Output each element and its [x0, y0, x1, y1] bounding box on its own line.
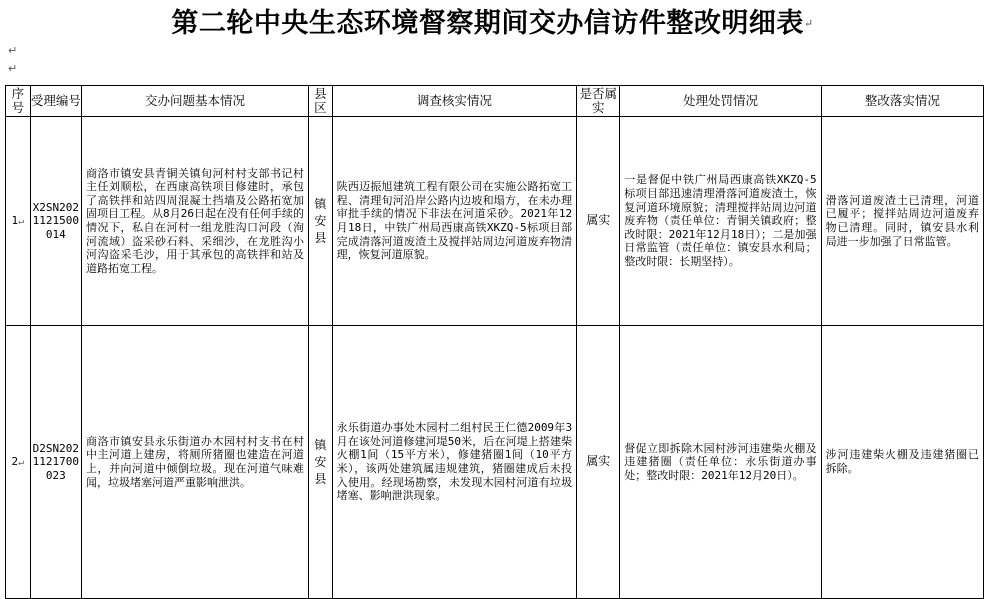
cell-county	[309, 117, 333, 326]
document-title-text: 第二轮中央生态环境督察期间交办信访件整改明细表	[171, 8, 804, 39]
header-accept-no-label: 受理编号	[30, 93, 81, 108]
verified-value: 属实	[586, 454, 611, 469]
paragraph-mark: ↵	[18, 215, 25, 227]
accept-no-value: D2SN2021121700023	[32, 441, 79, 482]
accept-no-value: X2SN2021121500014	[32, 200, 79, 241]
cell-accept-no	[30, 117, 81, 326]
cell-investigation	[332, 326, 577, 599]
header-rectification	[821, 86, 983, 117]
cell-handling	[620, 326, 821, 599]
cell-handling	[620, 117, 821, 326]
county-value: 镇安县	[314, 437, 327, 486]
header-investigation-label: 调查核实情况	[416, 93, 492, 108]
cell-problem	[82, 117, 309, 326]
table-header-row	[6, 86, 984, 117]
cell-county	[309, 326, 333, 599]
problem-text: 商洛市镇安县青铜关镇旬河村村支部书记村主任刘顺松，在西康高铁项目修建时，承包了高铁拌和站四周混凝土挡墙及公路拓宽加固项目工程。从8月26日起在没有任何手续的情况下，私自在河村一组龙胜沟口河段（洵河流域）盗采砂石料、采细沙，在龙胜沟小河沟盗采毛沙，用于其承包的高铁拌和站及道路拓宽工程。	[86, 166, 305, 275]
cell-investigation	[332, 117, 577, 326]
cell-problem	[82, 326, 309, 599]
problem-text: 商洛市镇安县永乐街道办木园村村支书在村中主河道上建房，将厕所猪圈也建造在河道上，并向河道中倾倒垃圾。现在河道气味难闻，垃圾堵塞河道严重影响泄洪。	[86, 434, 305, 489]
document-title	[0, 4, 985, 44]
header-rectification-label: 整改落实情况	[864, 93, 940, 108]
handling-text: 督促立即拆除木园村涉河违建柴火棚及违建猪圈（责任单位：永乐街道办事处；整改时限：2021年12月20日）。	[624, 441, 817, 482]
verified-value: 属实	[586, 213, 611, 228]
cell-seq	[6, 326, 31, 599]
header-investigation	[332, 86, 577, 117]
cell-verified	[577, 326, 620, 599]
header-accept-no	[30, 86, 81, 117]
header-problem	[82, 86, 309, 117]
paragraph-mark: ↵	[18, 456, 25, 468]
rectification-table	[5, 85, 984, 599]
county-value: 镇安县	[314, 196, 327, 245]
rectification-text: 滑落河道废渣土已清理，河道已履平；搅拌站周边河道废弃物已清理。同时，镇安县水利局进一步加强了日常监管。	[825, 193, 979, 248]
paragraph-mark: ↵	[803, 17, 814, 30]
header-verified	[577, 86, 620, 117]
investigation-text: 永乐街道办事处木园村二组村民王仁德2009年3月在该处河道修建河堤50米，后在河堤上搭建柴火棚1间（15平方米），修建猪圈1间（10平方米），该两处建筑属违规建筑，猪圈建成后未投入使用。经现场勘察，未发现木园村河道有垃圾堵塞、影响泄洪现象。	[336, 421, 573, 503]
rectification-text: 涉河违建柴火棚及违建猪圈已拆除。	[825, 448, 979, 475]
cell-accept-no	[30, 326, 81, 599]
cell-rectification	[821, 326, 983, 599]
paragraph-mark: ↵	[8, 44, 18, 57]
table-row	[6, 117, 984, 326]
cell-verified	[577, 117, 620, 326]
handling-text: 一是督促中铁广州局西康高铁XKZQ-5标项目部迅速清理滑落河道废渣土，恢复河道环境原貌；清理搅拌站周边河道废弃物（责任单位：青铜关镇政府；整改时限：2021年12月18日）；二是加强日常监管（责任单位：镇安县水利局；整改时限：长期坚持）。	[624, 173, 817, 268]
header-verified-label: 是否属实	[579, 86, 617, 115]
header-seq-label: 序号	[11, 86, 25, 115]
header-county	[309, 86, 333, 117]
seq-value: 1	[11, 213, 19, 227]
investigation-text: 陕西迈振旭建筑工程有限公司在实施公路拓宽工程、清理旬河沿岸公路内边坡和塌方，在未办理审批手续的情况下非法在河道采砂。2021年12月18日，中铁广州局西康高铁XKZQ-5标项目部完成清落河道废渣土及搅拌站周边河道废弃物清理，恢复河道原貌。	[336, 180, 573, 262]
header-handling	[620, 86, 821, 117]
cell-rectification	[821, 117, 983, 326]
header-problem-label: 交办问题基本情况	[145, 93, 246, 108]
header-county-label: 县区	[314, 86, 327, 115]
table-row	[6, 326, 984, 599]
cell-seq	[6, 117, 31, 326]
header-handling-label: 处理处罚情况	[682, 93, 758, 108]
paragraph-mark: ↵	[8, 62, 18, 75]
seq-value: 2	[11, 454, 19, 468]
header-seq	[6, 86, 31, 117]
